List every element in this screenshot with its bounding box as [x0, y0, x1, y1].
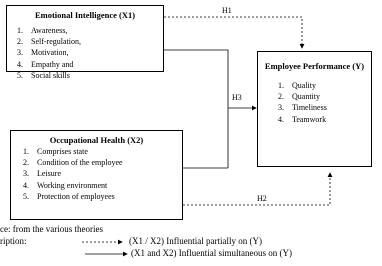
occupational-health-box: [10, 130, 183, 220]
oh-item: 1. Comprises state: [23, 147, 88, 156]
ei-item: 4. Empathy and: [17, 59, 74, 69]
ep-list: [278, 80, 371, 125]
h1-label: H1: [222, 6, 232, 15]
legend-simultaneous-text: (X1 and X2) Influential simultaneous on (Y): [131, 248, 292, 258]
h2-label: H2: [257, 194, 267, 203]
ep-item: 3. Timeliness: [278, 103, 327, 113]
ei-title: Emotional Intelligence (X1): [34, 10, 136, 20]
ep-item: 1. Quality: [278, 81, 316, 90]
ep-item: 2. Quantity: [278, 92, 320, 102]
h3-label: H3: [232, 93, 242, 102]
ep-title: Employee Performance (Y): [264, 61, 365, 71]
ei-item: 3. Motivation,: [17, 48, 69, 58]
ei-list: [17, 25, 163, 81]
ep-item: 4. Teamwork: [278, 114, 327, 124]
h1-dashed-path: [164, 17, 302, 48]
oh-item: 5. Protection of employees: [23, 191, 115, 201]
ei-item: 5. Social skills: [17, 70, 70, 80]
legend-partial-text: (X1 / X2) Influential partially on (Y): [129, 236, 262, 246]
oh-list: [23, 146, 182, 202]
oh-item: 3. Leisure: [23, 169, 61, 179]
employee-performance-box: [257, 51, 372, 167]
ei-item: 1. Awareness,: [17, 26, 68, 35]
oh-title: Occupational Health (X2): [49, 135, 144, 145]
emotional-intelligence-box: [6, 5, 164, 80]
oh-item: 2. Condition of the employee: [23, 158, 123, 168]
oh-item: 4. Working environment: [23, 180, 108, 190]
description-label: ription:: [0, 236, 27, 246]
source-note: ce: from the various theories: [0, 224, 103, 234]
ei-item: 2. Self-regulation,: [17, 37, 81, 47]
